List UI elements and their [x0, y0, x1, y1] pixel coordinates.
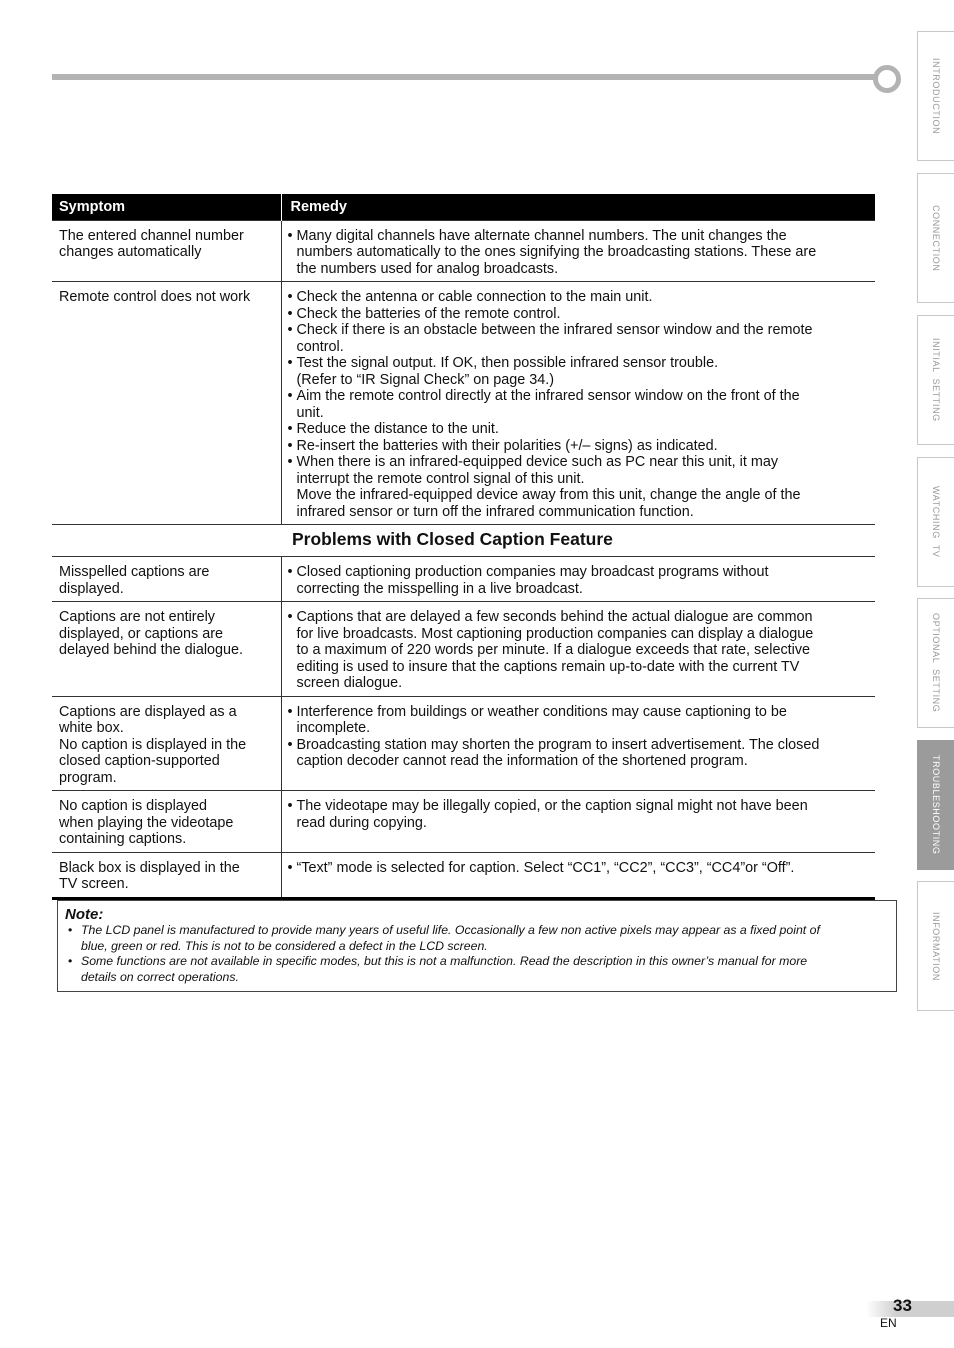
page-number: 33: [893, 1296, 912, 1315]
remedy-bullet: [288, 737, 872, 770]
symptom-line: No caption is displayed: [59, 798, 207, 814]
side-tab[interactable]: [917, 173, 954, 303]
symptom-line: program.: [59, 769, 117, 786]
symptom-cell: [52, 220, 281, 282]
symptom-line: white box.: [59, 720, 124, 736]
side-tab[interactable]: [917, 457, 954, 587]
remedy-bullet: [288, 438, 872, 455]
table-header-row: [52, 194, 875, 220]
remedy-header: Remedy: [281, 194, 875, 220]
remedy-bullet: [288, 609, 872, 692]
note-line: • Some functions are not available in specific modes, but this is not a malfunction. Read the description in this owner’s manual for more: [81, 954, 808, 969]
table-row: [52, 852, 875, 898]
remedy-line: editing is used to insure that the captions remain up-to-date with the current TV: [296, 658, 800, 675]
note-item: [65, 923, 886, 954]
remedy-line: • “Text” mode is selected for caption. Select “CC1”, “CC2”, “CC3”, “CC4”or “Off”.: [296, 859, 795, 876]
remedy-bullet: [288, 322, 872, 355]
remedy-line: the numbers used for analog broadcasts.: [296, 260, 559, 277]
remedy-line: • The videotape may be illegally copied, or the caption signal might not have been: [296, 798, 808, 814]
symptom-line: containing captions.: [59, 831, 187, 847]
remedy-line: • Captions that are delayed a few seconds behind the actual dialogue are common: [296, 609, 813, 625]
remedy-line: • Aim the remote control directly at the infrared sensor window on the front of the: [296, 388, 800, 404]
note-line: blue, green or red. This is not to be considered a defect in the LCD screen.: [81, 938, 488, 953]
remedy-cell: [281, 852, 875, 898]
remedy-line: read during copying.: [296, 814, 427, 831]
remedy-line: infrared sensor or turn off the infrared communication function.: [296, 503, 694, 520]
remedy-line: • Re-insert the batteries with their polarities (+/– signs) as indicated.: [296, 437, 718, 454]
section-title: Problems with Closed Caption Feature: [52, 525, 875, 557]
side-tab[interactable]: [917, 598, 954, 728]
symptom-line: displayed.: [59, 580, 124, 597]
remedy-cell: [281, 791, 875, 853]
remedy-line: for live broadcasts. Most captioning production companies can display a dialogue: [296, 625, 814, 642]
remedy-line: • When there is an infrared-equipped device such as PC near this unit, it may: [296, 454, 779, 470]
symptom-cell: [52, 791, 281, 853]
header-rule: [52, 74, 878, 80]
table-row: [52, 696, 875, 791]
table-row: [52, 791, 875, 853]
remedy-line: • Closed captioning production companies may broadcast programs without: [296, 564, 769, 580]
remedy-cell: [281, 696, 875, 791]
remedy-bullet: [288, 355, 872, 388]
remedy-line: control.: [296, 338, 344, 355]
symptom-line: Captions are displayed as a: [59, 703, 237, 720]
side-tab-label: INTRODUCTION: [931, 57, 941, 135]
page-language: EN: [880, 1316, 897, 1330]
symptom-cell: [52, 602, 281, 697]
remedy-line: • Reduce the distance to the unit.: [296, 421, 499, 437]
remedy-line: Move the infrared-equipped device away from this unit, change the angle of the: [296, 487, 801, 503]
remedy-bullet: [288, 798, 872, 831]
remedy-line: • Many digital channels have alternate channel numbers. The unit changes the: [296, 227, 787, 244]
remedy-line: numbers automatically to the ones signifying the broadcasting stations. These are: [296, 244, 817, 260]
remedy-line: • Broadcasting station may shorten the program to insert advertisement. The closed: [296, 736, 820, 753]
symptom-line: Captions are not entirely: [59, 609, 215, 625]
remedy-cell: [281, 557, 875, 602]
side-tab-label: INFORMATION: [931, 911, 941, 981]
symptom-line: TV screen.: [59, 876, 129, 892]
remedy-line: unit.: [296, 404, 324, 421]
symptom-cell: [52, 557, 281, 602]
header-ring-ornament: [873, 65, 901, 93]
remedy-line: (Refer to “IR Signal Check” on page 34.): [296, 371, 555, 388]
side-tab-label: CONNECTION: [931, 204, 941, 272]
remedy-line: screen dialogue.: [296, 675, 403, 691]
remedy-line: • Test the signal output. If OK, then possible infrared sensor trouble.: [296, 355, 719, 371]
side-tab[interactable]: [917, 881, 954, 1011]
symptom-line: displayed, or captions are: [59, 625, 223, 642]
note-line: • The LCD panel is manufactured to provide many years of useful life. Occasionally a few non active pixels may appear as a fixed point of: [81, 923, 820, 937]
remedy-cell: [281, 602, 875, 697]
remedy-bullet: [288, 306, 872, 323]
remedy-line: to a maximum of 220 words per minute. If a dialogue exceeds that rate, selective: [296, 642, 811, 658]
remedy-bullet: [288, 388, 872, 421]
remedy-bullet: [288, 454, 872, 520]
symptom-cell: [52, 696, 281, 791]
remedy-cell: [281, 220, 875, 282]
symptom-line: closed caption-supported: [59, 753, 220, 769]
symptom-line: Misspelled captions are: [59, 564, 210, 580]
table-row: [52, 282, 875, 525]
table-row: [52, 220, 875, 282]
side-tab[interactable]: [917, 315, 954, 445]
symptom-header: Symptom: [52, 194, 281, 220]
symptom-cell: [52, 282, 281, 525]
remedy-line: interrupt the remote control signal of this unit.: [296, 470, 585, 487]
section-row: [52, 525, 875, 557]
remedy-bullet: [288, 228, 872, 278]
remedy-bullet: [288, 860, 872, 877]
remedy-line: correcting the misspelling in a live broadcast.: [296, 580, 583, 597]
remedy-line: caption decoder cannot read the information of the shortened program.: [296, 753, 748, 769]
troubleshooting-table: [52, 194, 875, 900]
symptom-line: when playing the videotape: [59, 814, 234, 831]
remedy-bullet: [288, 289, 872, 306]
side-tab-label: OPTIONAL SETTING: [931, 613, 941, 713]
remedy-line: • Check if there is an obstacle between the infrared sensor window and the remote: [296, 322, 813, 338]
note-list: [65, 923, 886, 985]
side-tab[interactable]: [917, 740, 954, 870]
symptom-line: Black box is displayed in the: [59, 859, 240, 876]
note-title: Note:: [65, 906, 104, 923]
side-tab-label: TROUBLESHOOTING: [931, 755, 941, 855]
remedy-line: incomplete.: [296, 720, 371, 736]
symptom-line: changes automatically: [59, 244, 202, 260]
side-tab-label: INITIAL SETTING: [931, 338, 941, 422]
symptom-line: Remote control does not work: [59, 289, 251, 305]
table-row: [52, 602, 875, 697]
symptom-line: The entered channel number: [59, 227, 244, 244]
side-tab[interactable]: [917, 31, 954, 161]
symptom-line: No caption is displayed in the: [59, 736, 247, 753]
remedy-bullet: [288, 704, 872, 737]
remedy-line: • Check the batteries of the remote control.: [296, 305, 561, 322]
symptom-line: delayed behind the dialogue.: [59, 642, 244, 658]
note-item: [65, 954, 886, 985]
side-tab-label: WATCHING TV: [931, 486, 941, 558]
symptom-cell: [52, 852, 281, 898]
remedy-bullet: [288, 564, 872, 597]
remedy-line: • Check the antenna or cable connection to the main unit.: [296, 289, 653, 305]
table-row: [52, 557, 875, 602]
note-line: details on correct operations.: [81, 969, 239, 984]
remedy-bullet: [288, 421, 872, 438]
remedy-line: • Interference from buildings or weather conditions may cause captioning to be: [296, 703, 787, 720]
remedy-cell: [281, 282, 875, 525]
note-box: [57, 900, 897, 992]
